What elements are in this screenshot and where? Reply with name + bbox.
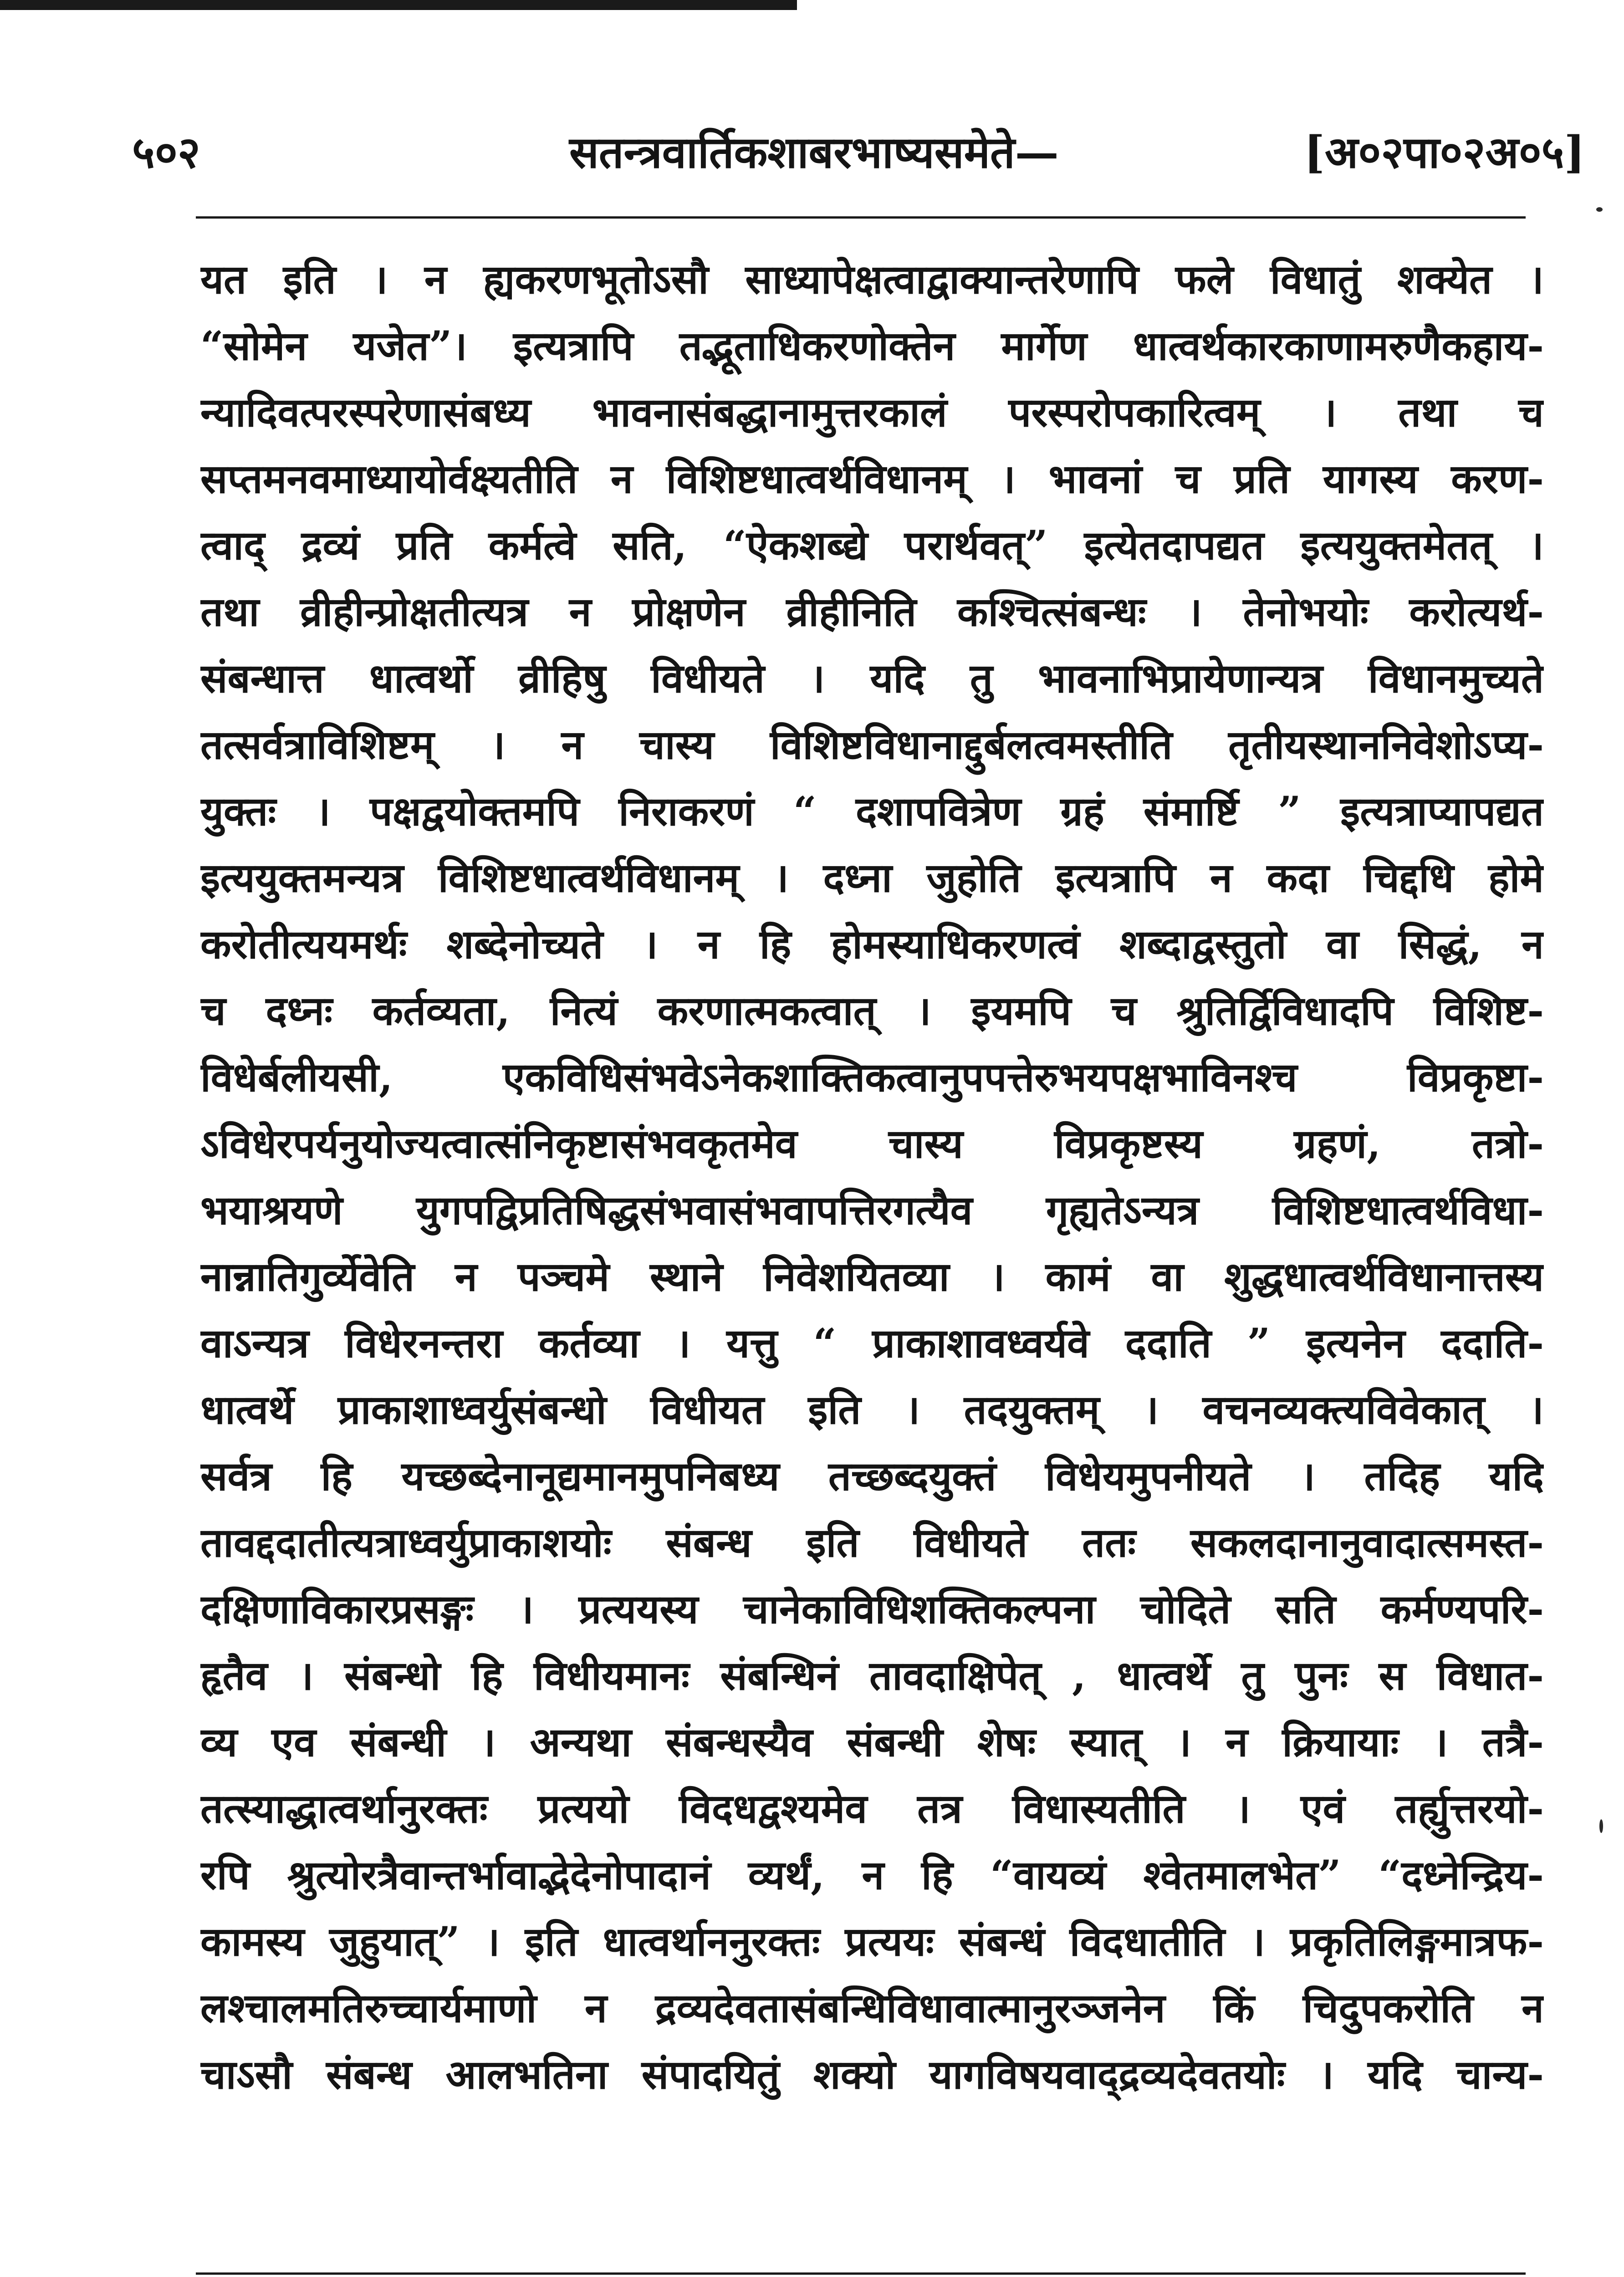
text-line: चाऽसौ संबन्ध आलभतिना संपादयितुं शक्यो यागविषयवाद्द्रव्यदेवतयोः । यदि चान्य- bbox=[200, 2051, 1544, 2098]
text-line: तत्स्याद्धात्वर्थानुरक्तः प्रत्ययो विदधद्वश्यमेव तत्र विधास्यतीति । एवं तर्ह्युत्तरयो- bbox=[200, 1785, 1544, 1832]
text-line: न्यादिवत्परस्परेणासंबध्य भावनासंबद्धानामुत्तरकालं परस्परोपकारित्वम् । तथा च bbox=[200, 388, 1544, 436]
text-line: कामस्य जुहुयात्” । इति धात्वर्थाननुरक्तः प्रत्ययः संबन्धं विदधातीति । प्रकृतिलिङ्गमात्रफ- bbox=[200, 1918, 1544, 1965]
body-text bbox=[200, 246, 1544, 2108]
text-line: त्वाद् द्रव्यं प्रति कर्मत्वे सति, “ऐकशब्द्ये परार्थवत्” इत्येतदापद्यत इत्ययुक्तमेतत् । bbox=[200, 521, 1544, 569]
text-line: यत इति । न ह्यकरणभूतोऽसौ साध्यापेक्षत्वाद्वाक्यान्तरेणापि फले विधातुं शक्येत । bbox=[200, 255, 1544, 303]
scan-top-edge bbox=[0, 0, 797, 10]
text-line: “सोमेन यजेत”। इत्यत्रापि तद्भूताधिकरणोक्तेन मार्गेण धात्वर्थकारकाणामरुणैकहाय- bbox=[200, 322, 1544, 369]
text-line: दक्षिणाविकारप्रसङ्गः । प्रत्ययस्य चानेकाविधिशक्तिकल्पना चोदिते सति कर्मण्यपरि- bbox=[200, 1585, 1544, 1633]
running-title: सतन्त्रवार्तिकशाबरभाष्यसमेते— bbox=[569, 127, 1059, 178]
scan-speck bbox=[1599, 1819, 1603, 1833]
page-header bbox=[132, 114, 1585, 191]
text-line: च दध्नः कर्तव्यता, नित्यं करणात्मकत्वात् । इयमपि च श्रुतिर्द्विविधादपि विशिष्ट- bbox=[200, 987, 1544, 1034]
text-line: धात्वर्थे प्राकाशाध्वर्युसंबन्धो विधीयत इति । तदयुक्तम् । वचनव्यक्त्यविवेकात् । bbox=[200, 1386, 1544, 1433]
text-line: नान्नातिगुर्व्येवेति न पञ्चमे स्थाने निवेशयितव्या । कामं वा शुद्धधात्वर्थविधानात्तस्य bbox=[200, 1253, 1544, 1300]
header-rule bbox=[196, 216, 1526, 219]
text-line: ऽविधेरपर्यनुयोज्यत्वात्संनिकृष्टासंभवकृतमेव चास्य विप्रकृष्टस्य ग्रहणं, तत्रो- bbox=[200, 1120, 1544, 1167]
text-line: भयाश्रयणे युगपद्विप्रतिषिद्धसंभवासंभवापत्तिरगत्यैव गृह्यतेऽन्यत्र विशिष्टधात्वर्थविधा- bbox=[200, 1186, 1544, 1234]
text-line: सर्वत्र हि यच्छब्देनानूद्यमानमुपनिबध्य तच्छब्दयुक्तं विधेयमुपनीयते । तदिह यदि bbox=[200, 1452, 1544, 1500]
text-line: तावद्ददातीत्यत्राध्वर्युप्राकाशयोः संबन्ध इति विधीयते ततः सकलदानानुवादात्समस्त- bbox=[200, 1519, 1544, 1566]
text-line: व्य एव संबन्धी । अन्यथा संबन्धस्यैव संबन्धी शेषः स्यात् । न क्रियायाः । तत्रै- bbox=[200, 1718, 1544, 1766]
text-line: लश्चालमतिरुच्चार्यमाणो न द्रव्यदेवतासंबन्धिविधावात्मानुरञ्जनेन किं चिदुपकरोति न bbox=[200, 1984, 1544, 2032]
text-line: तत्सर्वत्राविशिष्टम् । न चास्य विशिष्टविधानाद्दुर्बलत्वमस्तीति तृतीयस्थाननिवेशोऽप्य- bbox=[200, 721, 1544, 768]
text-line: युक्तः । पक्षद्वयोक्तमपि निराकरणं “ दशापवित्रेण ग्रहं संमार्ष्टि ” इत्यत्राप्यापद्यत bbox=[200, 787, 1544, 835]
footnote-rule bbox=[196, 2272, 1526, 2275]
text-line: तथा व्रीहीन्प्रोक्षतीत्यत्र न प्रोक्षणेन व्रीहीनिति कश्चित्संबन्धः । तेनोभयोः करोत्यर्थ- bbox=[200, 588, 1544, 635]
section-reference: [अ०२पा०२अ०५] bbox=[1304, 127, 1585, 178]
scan-speck bbox=[1596, 207, 1603, 212]
text-line: सप्तमनवमाध्यायोर्वक्ष्यतीति न विशिष्टधात्वर्थविधानम् । भावनां च प्रति यागस्य करण- bbox=[200, 455, 1544, 502]
text-line: हृतैव । संबन्धो हि विधीयमानः संबन्धिनं तावदाक्षिपेत् , धात्वर्थे तु पुनः स विधात- bbox=[200, 1652, 1544, 1699]
text-line: विधेर्बलीयसी, एकविधिसंभवेऽनेकशाक्तिकत्वानुपपत्तेरुभयपक्षभाविनश्च विप्रकृष्टा- bbox=[200, 1053, 1544, 1101]
text-line: वाऽन्यत्र विधेरनन्तरा कर्तव्या । यत्तु “ प्राकाशावध्वर्यवे ददाति ” इत्यनेन ददाति- bbox=[200, 1319, 1544, 1367]
text-line: इत्ययुक्तमन्यत्र विशिष्टधात्वर्थविधानम् । दध्ना जुहोति इत्यत्रापि न कदा चिद्दधि होमे bbox=[200, 854, 1544, 901]
text-line: संबन्धात्त धात्वर्थो व्रीहिषु विधीयते । यदि तु भावनाभिप्रायेणान्यत्र विधानमुच्यते bbox=[200, 654, 1544, 702]
text-line: करोतीत्ययमर्थः शब्देनोच्यते । न हि होमस्याधिकरणत्वं शब्दाद्वस्तुतो वा सिद्धं, न bbox=[200, 920, 1544, 968]
text-line: रपि श्रुत्योरत्रैवान्तर्भावाद्भेदेनोपादानं व्यर्थं, न हि “वायव्यं श्वेतमालभेत” “दध्नेन्द्रिय- bbox=[200, 1851, 1544, 1899]
page-number: ५०२ bbox=[132, 127, 200, 178]
